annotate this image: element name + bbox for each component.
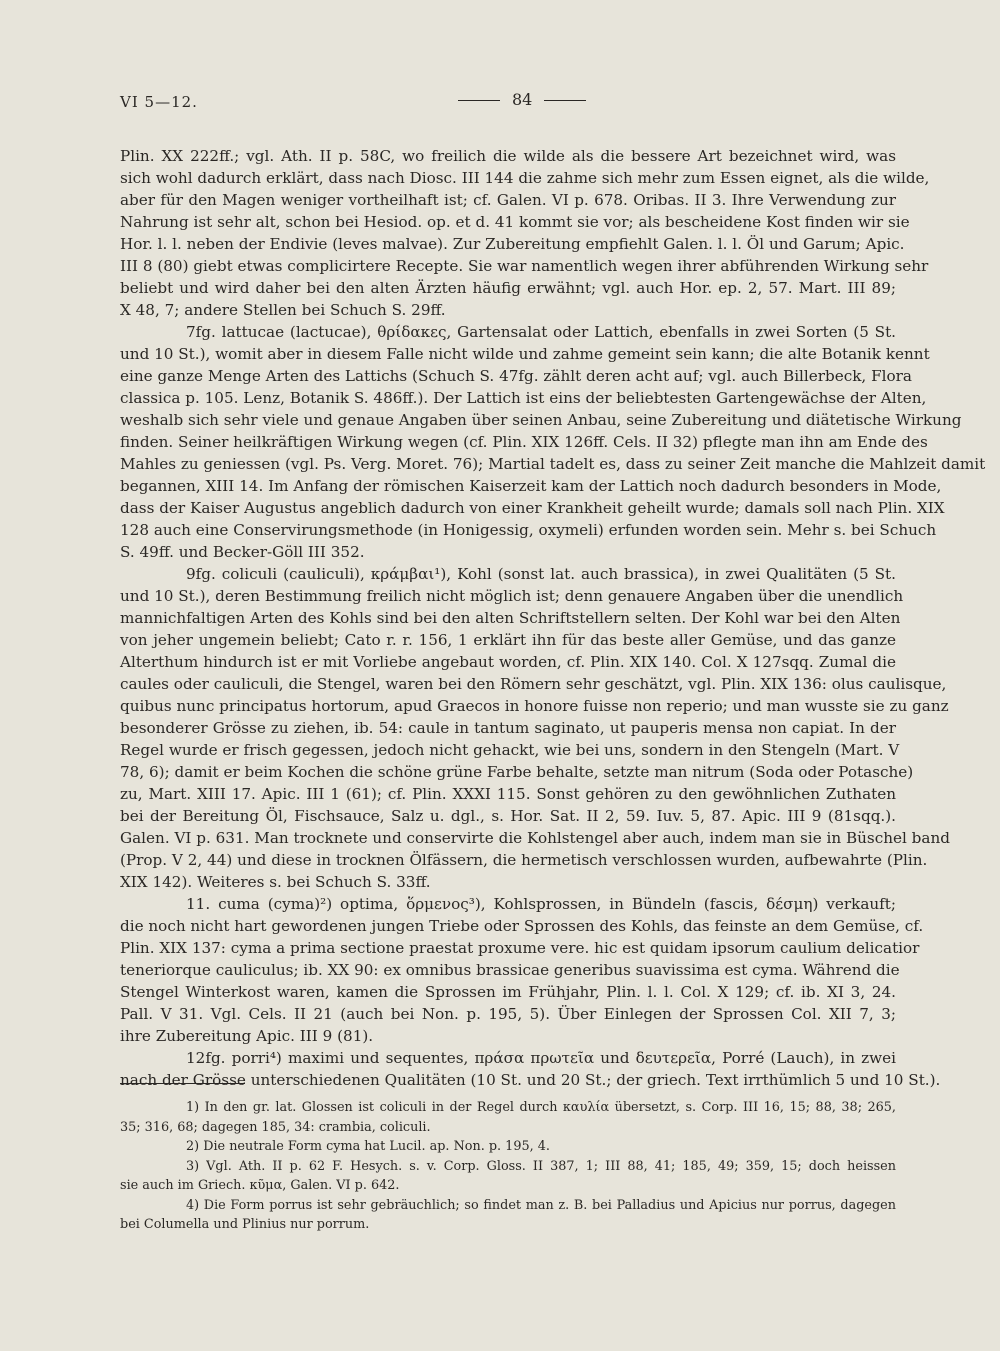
text-line: 11. cuma (cyma)²) optima, ὅρμενος³), Kohlsprossen, in Bündeln (fascis, δέσμη) verkauft; bbox=[186, 895, 896, 913]
text-line: finden. Seiner heilkräftigen Wirkung wegen (cf. Plin. XIX 126ff. Cels. II 32) pflegte man ihn am Ende des bbox=[120, 433, 928, 451]
text-line: weshalb sich sehr viele und genaue Angaben über seinen Anbau, seine Zubereitung und diätetische Wirkung bbox=[120, 411, 962, 429]
text-line: Mahles zu geniessen (vgl. Ps. Verg. Moret. 76); Martial tadelt es, dass zu seiner Zeit manche die Mahlzeit damit bbox=[120, 455, 986, 473]
running-head: VI 5—12. bbox=[120, 93, 198, 111]
text-line: aber für den Magen weniger vortheilhaft ist; cf. Galen. VI p. 678. Oribas. II 3. Ihre Verwendung zur bbox=[120, 191, 896, 209]
footnote-line: bei Columella und Plinius nur porrum. bbox=[120, 1217, 370, 1232]
text-line: Pall. V 31. Vgl. Cels. II 21 (auch bei Non. p. 195, 5). Über Einlegen der Sprossen Col. XII 7, 3; bbox=[120, 1005, 896, 1023]
text-line: III 8 (80) giebt etwas complicirtere Recepte. Sie war namentlich wegen ihrer abführenden Wirkung sehr bbox=[120, 257, 929, 275]
text-line: 128 auch eine Conservirungsmethode (in Honigessig, oxymeli) erfunden worden sein. Mehr s. bei Schuch bbox=[120, 521, 937, 539]
text-line: XIX 142). Weiteres s. bei Schuch S. 33ff. bbox=[120, 873, 431, 891]
text-line: ihre Zubereitung Apic. III 9 (81). bbox=[120, 1027, 374, 1045]
footnote-line: 1) In den gr. lat. Glossen ist coliculi in der Regel durch καυλία übersetzt, s. Corp. III 16, 15; 88, 38; 265, bbox=[186, 1100, 896, 1115]
text-line: die noch nicht hart gewordenen jungen Triebe oder Sprossen des Kohls, das feinste an dem Gemüse, cf. bbox=[120, 917, 924, 935]
text-line: eine ganze Menge Arten des Lattichs (Schuch S. 47fg. zählt deren acht auf; vgl. auch Billerbeck, Flora bbox=[120, 367, 912, 385]
text-line: beliebt und wird daher bei den alten Ärzten häufig erwähnt; vgl. auch Hor. ep. 2, 57. Mart. III 89; bbox=[120, 279, 896, 297]
text-line: und 10 St.), womit aber in diesem Falle nicht wilde und zahme gemeint sein kann; die alte Botanik kennt bbox=[120, 345, 930, 363]
text-line: Stengel Winterkost waren, kamen die Sprossen im Frühjahr, Plin. l. l. Col. X 129; cf. ib. XI 3, 24. bbox=[120, 983, 896, 1001]
text-line: Nahrung ist sehr alt, schon bei Hesiod. op. et d. 41 kommt sie vor; als bescheidene Kost finden wir sie bbox=[120, 213, 910, 231]
text-line: 7fg. lattucae (lactucae), θρίδακες, Gartensalat oder Lattich, ebenfalls in zwei Sorten (5 St. bbox=[186, 323, 896, 341]
text-line: zu, Mart. XIII 17. Apic. III 1 (61); cf. Plin. XXXI 115. Sonst gehören zu den gewöhnlichen Zuthaten bbox=[120, 785, 896, 803]
text-line: sich wohl dadurch erklärt, dass nach Diosc. III 144 die zahme sich mehr zum Essen eignet, als die wilde, bbox=[120, 169, 930, 187]
page-number-block bbox=[446, 90, 598, 109]
text-line: 9fg. coliculi (cauliculi), κράμβαι¹), Kohl (sonst lat. auch brassica), in zwei Qualitäten (5 St. bbox=[186, 565, 896, 583]
text-line: 78, 6); damit er beim Kochen die schöne grüne Farbe behalte, setzte man nitrum (Soda oder Potasche) bbox=[120, 763, 914, 781]
text-line: besonderer Grösse zu ziehen, ib. 54: caule in tantum saginato, ut pauperis mensa non capiat. In der bbox=[120, 719, 896, 737]
rule-dash-left bbox=[458, 100, 500, 101]
body-text bbox=[120, 145, 986, 1091]
text-line: Hor. l. l. neben der Endivie (leves malvae). Zur Zubereitung empfiehlt Galen. l. l. Öl und Garum; Apic. bbox=[120, 235, 905, 253]
text-line: teneriorque cauliculus; ib. XX 90: ex omnibus brassicae generibus suavissima est cyma. Während die bbox=[120, 961, 900, 979]
footnote-separator bbox=[120, 1083, 245, 1084]
text-line: Galen. VI p. 631. Man trocknete und conservirte die Kohlstengel aber auch, indem man sie in Büschel band bbox=[120, 829, 950, 847]
text-line: Plin. XX 222ff.; vgl. Ath. II p. 58C, wo freilich die wilde als die bessere Art bezeichnet wird, was bbox=[120, 147, 896, 165]
text-line: dass der Kaiser Augustus angeblich dadurch von einer Krankheit geheilt wurde; damals soll nach Plin. XIX bbox=[120, 499, 945, 517]
text-line: mannichfaltigen Arten des Kohls sind bei den alten Schriftstellern selten. Der Kohl war bei den Alten bbox=[120, 609, 901, 627]
text-line: S. 49ff. und Becker-Göll III 352. bbox=[120, 543, 365, 561]
text-line: und 10 St.), deren Bestimmung freilich nicht möglich ist; denn genauere Angaben über die unendlich bbox=[120, 587, 904, 605]
text-line: classica p. 105. Lenz, Botanik S. 486ff.). Der Lattich ist eins der beliebtesten Gartengewächse der Alten, bbox=[120, 389, 927, 407]
footnote-line: 35; 316, 68; dagegen 185, 34: crambia, coliculi. bbox=[120, 1119, 431, 1135]
text-line: von jeher ungemein beliebt; Cato r. r. 156, 1 erklärt ihn für das beste aller Gemüse, und das ganze bbox=[120, 631, 896, 649]
text-line: nach der Grösse unterschiedenen Qualitäten (10 St. und 20 St.; der griech. Text irrthümlich 5 und 10 St.). bbox=[120, 1071, 941, 1089]
text-line: quibus nunc principatus hortorum, apud Graecos in honore fuisse non reperio; und man wusste sie zu ganz bbox=[120, 697, 949, 715]
text-line: bei der Bereitung Öl, Fischsauce, Salz u. dgl., s. Hor. Sat. II 2, 59. Iuv. 5, 87. Apic. III 9 (81sqq.). bbox=[120, 807, 896, 825]
footnote-line: sie auch im Griech. κῦμα, Galen. VI p. 642. bbox=[120, 1178, 400, 1193]
text-line: Regel wurde er frisch gegessen, jedoch nicht gehackt, wie bei uns, sondern in den Stengeln (Mart. V bbox=[120, 741, 900, 759]
text-line: Alterthum hindurch ist er mit Vorliebe angebaut worden, cf. Plin. XIX 140. Col. X 127sqq. Zumal die bbox=[120, 653, 896, 671]
footnotes bbox=[120, 1098, 896, 1235]
text-line: begannen, XIII 14. Im Anfang der römischen Kaiserzeit kam der Lattich noch dadurch besonders in Mode, bbox=[120, 477, 942, 495]
footnote-line: 2) Die neutrale Form cyma hat Lucil. ap. Non. p. 195, 4. bbox=[186, 1139, 550, 1154]
text-line: X 48, 7; andere Stellen bei Schuch S. 29ff. bbox=[120, 301, 446, 319]
footnote-line: 3) Vgl. Ath. II p. 62 F. Hesych. s. v. Corp. Gloss. II 387, 1; III 88, 41; 185, 49; 359, 15; doch heissen bbox=[186, 1158, 896, 1174]
text-line: caules oder cauliculi, die Stengel, waren bei den Römern sehr geschätzt, vgl. Plin. XIX 136: olus caulisque, bbox=[120, 675, 947, 693]
footnote-line: 4) Die Form porrus ist sehr gebräuchlich; so findet man z. B. bei Palladius und Apicius nur porrus, dagegen bbox=[186, 1197, 896, 1213]
page-number: 84 bbox=[512, 90, 533, 109]
text-line: 12fg. porri⁴) maximi und sequentes, πράσα πρωτεῖα und δευτερεῖα, Porré (Lauch), in zwei bbox=[186, 1049, 896, 1067]
rule-dash-right bbox=[544, 100, 586, 101]
text-line: Plin. XIX 137: cyma a prima sectione praestat proxume vere. hic est quidam ipsorum caulium delicatior bbox=[120, 939, 920, 957]
text-line: (Prop. V 2, 44) und diese in trocknen Ölfässern, die hermetisch verschlossen wurden, aufbewahrte (Plin. bbox=[120, 851, 928, 869]
